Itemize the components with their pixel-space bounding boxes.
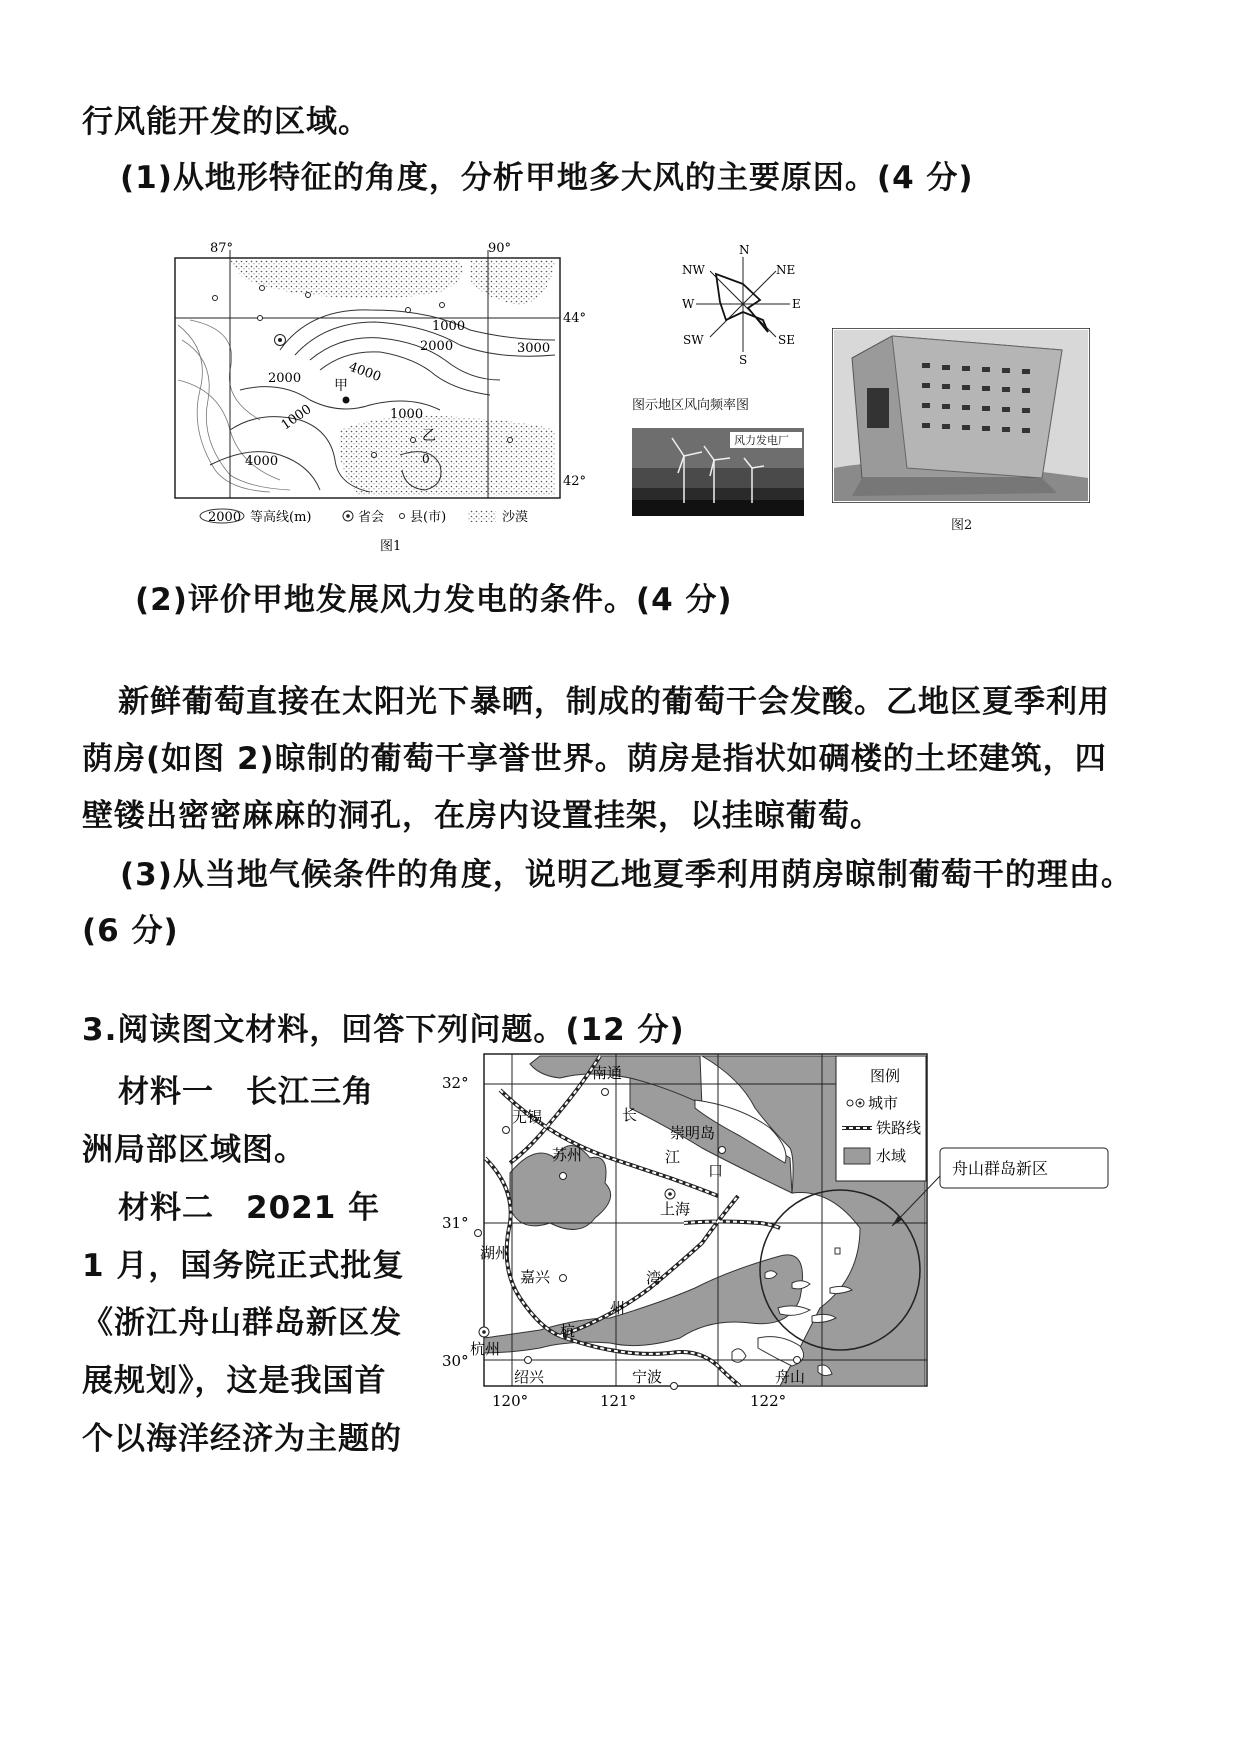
section-3-heading: 3.阅读图文材料，回答下列问题。(12 分) <box>82 1012 685 1048</box>
city-marker-suzhou <box>560 1173 567 1180</box>
county-marker <box>440 303 445 308</box>
longitude-87-label: 87° <box>210 241 234 256</box>
yi-label: 乙 <box>422 428 436 444</box>
bay-label-zhou: 州 <box>610 1299 626 1317</box>
longitude-122-label: 122° <box>750 1392 787 1410</box>
material-2-line-3: 《浙江舟山群岛新区发 <box>82 1305 402 1341</box>
yangtze-label-jiang: 江 <box>665 1148 681 1166</box>
rose-label-nw: NW <box>682 263 705 277</box>
map-legend-city: 城市 <box>868 1094 899 1112</box>
question-3-score: (6 分) <box>82 913 179 949</box>
latitude-42-label: 42° <box>563 474 587 489</box>
material-2-line-2: 1 月，国务院正式批复 <box>82 1248 405 1284</box>
figure-1-caption: 图1 <box>380 539 402 554</box>
contour-label: 1000 <box>432 319 466 334</box>
city-marker-zhoushan <box>794 1357 801 1364</box>
question-3: (3)从当地气候条件的角度，说明乙地夏季利用荫房晾制葡萄干的理由。 <box>120 857 1133 893</box>
paragraph-line-2: 荫房(如图 2)晾制的葡萄干享誉世界。荫房是指状如碉楼的土坯建筑，四 <box>82 741 1107 777</box>
city-label-shaoxing: 绍兴 <box>514 1368 545 1386</box>
latitude-44-label: 44° <box>563 311 587 326</box>
contour-label: 2000 <box>268 371 302 386</box>
city-label-nantong: 南通 <box>592 1064 623 1082</box>
city-label-wuxi: 无锡 <box>512 1108 543 1126</box>
contour-label: 0 <box>422 452 430 466</box>
contour-label: 4000 <box>245 454 279 469</box>
city-label-ningbo: 宁波 <box>632 1368 663 1386</box>
county-marker <box>213 296 218 301</box>
city-label-jiaxing: 嘉兴 <box>520 1268 551 1286</box>
latitude-30-label: 30° <box>442 1352 469 1370</box>
longitude-90-label: 90° <box>488 241 512 256</box>
city-marker-chongming <box>719 1147 726 1154</box>
city-label-huzhou: 湖州 <box>480 1244 511 1262</box>
wind-farm-label: 风力发电厂 <box>734 434 789 447</box>
county-marker <box>260 286 265 291</box>
zhoushan-new-area-callout: 舟山群岛新区 <box>952 1159 1049 1178</box>
jia-marker <box>343 397 350 404</box>
map-legend-water: 水域 <box>876 1147 907 1165</box>
contour-label: 1000 <box>278 402 315 434</box>
city-label-zhoushan: 舟山 <box>775 1368 806 1386</box>
material-2-line-4: 展规划》，这是我国首 <box>82 1363 387 1399</box>
rose-label-sw: SW <box>683 333 704 347</box>
city-marker-shaoxing <box>525 1357 532 1364</box>
material-1-line-1: 材料一 长江三角 <box>118 1074 374 1110</box>
legend-capital: 省会 <box>358 510 385 525</box>
wind-rose-caption: 图示地区风向频率图 <box>632 398 750 413</box>
contour-label: 2000 <box>420 339 454 354</box>
question-2: (2)评价甲地发展风力发电的条件。(4 分) <box>135 582 733 618</box>
paragraph-line-1: 新鲜葡萄直接在太阳光下暴晒，制成的葡萄干会发酸。乙地区夏季利用 <box>118 684 1110 720</box>
figure-2-shade-house-photo <box>832 328 1090 503</box>
latitude-31-label: 31° <box>442 1214 469 1232</box>
yangtze-label-chang: 长 <box>622 1106 638 1124</box>
legend-contour: 等高线(m) <box>250 510 312 525</box>
bay-label-hang: 杭 <box>560 1322 576 1340</box>
rose-label-n: N <box>739 243 750 257</box>
chongming-island-label: 崇明岛 <box>670 1124 716 1142</box>
figure-1-topographic-map <box>170 230 590 560</box>
yangtze-label-kou: 口 <box>708 1162 724 1180</box>
county-marker <box>306 293 311 298</box>
legend-county: 县(市) <box>410 510 447 525</box>
material-2-line-1: 材料二 2021 年 <box>118 1190 381 1226</box>
county-marker <box>258 316 263 321</box>
rose-label-se: SE <box>778 333 795 347</box>
contour-label: 1000 <box>390 407 424 422</box>
rose-label-ne: NE <box>776 263 796 277</box>
county-marker <box>411 438 416 443</box>
longitude-121-label: 121° <box>600 1392 637 1410</box>
map-legend-title: 图例 <box>870 1067 901 1085</box>
longitude-120-label: 120° <box>492 1392 529 1410</box>
text-line-1: 行风能开发的区域。 <box>82 104 370 140</box>
rose-label-s: S <box>739 353 748 367</box>
county-marker <box>508 438 513 443</box>
rose-label-e: E <box>792 297 801 311</box>
material-2-line-5: 个以海洋经济为主题的 <box>82 1421 402 1457</box>
question-1: (1)从地形特征的角度，分析甲地多大风的主要原因。(4 分) <box>120 160 974 196</box>
contour-label: 4000 <box>346 359 383 386</box>
wind-rose-diagram <box>668 242 818 382</box>
city-marker-huzhou <box>475 1230 482 1237</box>
rose-label-w: W <box>682 297 695 311</box>
city-label-shanghai: 上海 <box>660 1200 691 1218</box>
wind-farm-photo <box>632 428 804 516</box>
latitude-32-label: 32° <box>442 1074 469 1092</box>
county-marker <box>406 308 411 313</box>
county-marker <box>372 453 377 458</box>
city-marker-ningbo <box>671 1383 678 1390</box>
material-1-line-2: 洲局部区域图。 <box>82 1132 306 1168</box>
map-legend-railway: 铁路线 <box>876 1119 922 1137</box>
bay-label-wan: 湾 <box>646 1269 662 1287</box>
yangtze-delta-map <box>440 1048 1220 1468</box>
legend-contour-sample: 2000 <box>208 510 242 525</box>
jia-label: 甲 <box>334 378 348 394</box>
city-marker-wuxi <box>503 1127 510 1134</box>
contour-label: 3000 <box>517 341 551 356</box>
city-label-hangzhou: 杭州 <box>470 1340 501 1358</box>
paragraph-line-3: 壁镂出密密麻麻的洞孔，在房内设置挂架，以挂晾葡萄。 <box>82 798 882 834</box>
city-label-suzhou: 苏州 <box>552 1146 583 1164</box>
figure-2-caption: 图2 <box>951 518 973 533</box>
legend-desert: 沙漠 <box>502 510 529 525</box>
city-marker-jiaxing <box>560 1275 567 1282</box>
city-marker-nantong <box>602 1089 609 1096</box>
